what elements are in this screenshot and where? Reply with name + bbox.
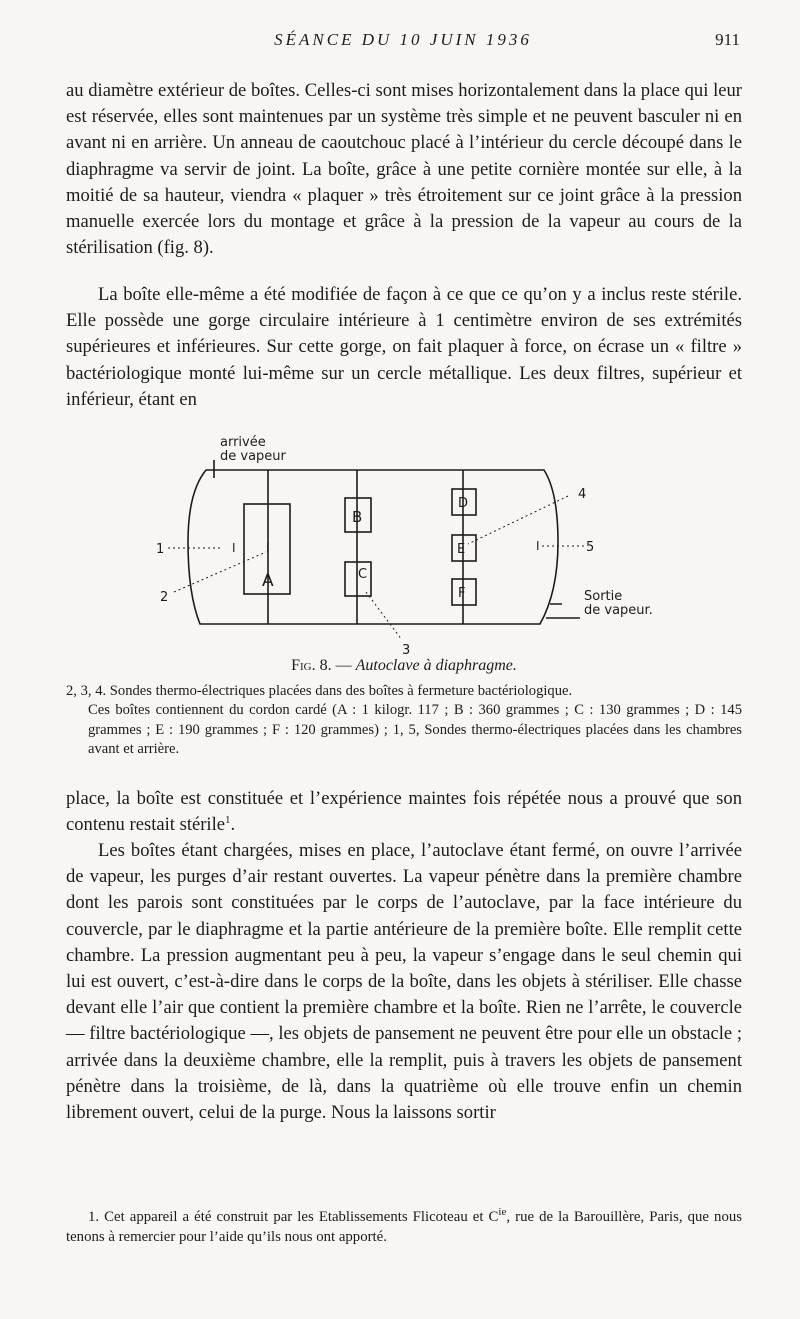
page-number: 911 xyxy=(715,30,740,49)
caption-title: Autoclave à diaphragme. xyxy=(355,657,517,674)
footnote-text-1: 1. Cet appareil a été construit par les Etablissements Flicoteau et C xyxy=(88,1209,499,1225)
running-header xyxy=(66,30,740,56)
figure-caption xyxy=(66,657,742,675)
paragraph-2: La boîte elle-même a été modifiée de façon à ce que ce qu’on y a inclus reste stérile. Elle possède une gorge circulaire intérieure à 1 centimètre environ de ses extrémités supérieures et inférieures. Sur cette gorge, on fait plaquer à force, on écrase un « filtre » bactériologique monté lui-même sur un cercle métallique. Les deux filtres, supérieur et inférieur, étant en xyxy=(66,284,742,410)
legend-line-1: 2, 3, 4. Sondes thermo-électriques placées dans des boîtes à fermeture bactériologique. xyxy=(66,683,573,699)
autoclave-diagram xyxy=(150,432,670,682)
probe-4-line xyxy=(468,496,568,544)
footnote-text-2: , rue de la Barouillère, Paris, que nous tenons à remercier pour l’aide qu’ils nous ont apporté. xyxy=(66,1209,742,1245)
running-title: SÉANCE DU 10 JUIN 1936 xyxy=(274,30,532,49)
legend-body: Ces boîtes contiennent du cordon cardé (A : 1 kilogr. 117 ; B : 360 grammes ; C : 130 grammes ; D : 145 grammes ; E : 190 grammes ; F : 120 grammes) ; 1, 5, Sondes thermo-électriques placées dans les chambres avant et arrière. xyxy=(88,702,742,758)
paragraph-4: Les boîtes étant chargées, mises en place, l’autoclave étant fermé, on ouvre l’arrivée de vapeur, les purges d’air restant ouvertes. La vapeur pénètre dans la première chambre dont les parois sont constituées par le corps de l’autoclave, par la face intérieure du couvercle, par le diaphragme et la partie antérieure de la première boîte. Elle remplit cette chambre. La pression augmentant peu à peu, la vapeur s’engage dans le seul chemin qui lui est ouvert, c’est-à-dire dans le corps de la boîte, dans les objets à stériliser. Elle chasse devant elle l’air que contient la première chambre et la boîte. Rien ne l’arrête, le couvercle — filtre bactériologique —, les objets de pansement ne peuvent être pour elle un obstacle ; arrivée dans la deuxième chambre, elle la remplit, puis à travers les objets de pansement pénètre dans la troisième, de là, dans la quatrième où elle trouve enfin un chemin librement ouvert, celui de la purge. Nous la laissons sortir xyxy=(66,840,742,1124)
sortie-label-1: Sortie xyxy=(584,589,623,604)
arrivee-label-1: arrivée xyxy=(220,435,266,450)
arrivee-label-2: de vapeur xyxy=(220,449,286,464)
box-d-label: D xyxy=(458,496,469,511)
figure-legend xyxy=(66,682,742,760)
probe-mark-1: I xyxy=(232,541,236,555)
paragraph-3-text: place, la boîte est constituée et l’expérience maintes fois répétée nous a prouvé que son contenu restait stérile xyxy=(66,788,742,836)
probe-mark-a: I xyxy=(266,541,270,555)
box-c-label: C xyxy=(358,567,368,582)
box-f-label: F xyxy=(458,586,466,601)
caption-dash: — xyxy=(331,657,356,674)
steam-outlet-pipe xyxy=(546,604,580,618)
probe-3-label: 3 xyxy=(402,643,411,658)
probe-2-label: 2 xyxy=(160,590,169,605)
footnote xyxy=(66,1207,742,1247)
footnote-ref: 1 xyxy=(225,814,231,827)
probe-4-label: 4 xyxy=(578,487,587,502)
figure-autoclave xyxy=(150,432,670,682)
paragraph-1: au diamètre extérieur de boîtes. Celles-ci sont mises horizontalement dans la place qui leur est réservée, elles sont maintenues par un système très simple et ne peuvent basculer ni en avant ni en arrière. Un anneau de caoutchouc placé à l’intérieur du cercle découpé dans le diaphragme va servir de joint. La boîte, grâce à une petite cornière montée sur elle, à la moitié de sa hauteur, viendra « plaquer » très étroitement sur ce joint grâce à la pression manuelle exercée lors du montage et grâce à la pression de la vapeur au cours de la stérilisation (fig. 8). xyxy=(66,80,742,259)
probe-5-label: 5 xyxy=(586,540,595,555)
sortie-label-2: de vapeur. xyxy=(584,603,653,618)
footnote-superscript: ie xyxy=(498,1206,507,1219)
box-b-label: B xyxy=(352,508,363,526)
caption-label: Fig. 8. xyxy=(291,657,332,674)
probe-1-label: 1 xyxy=(156,542,165,557)
box-e-label: E xyxy=(457,542,466,557)
probe-3-line xyxy=(366,592,402,640)
box-a-label: A xyxy=(262,571,274,591)
paragraph-3: place, la boîte est constituée et l’expérience maintes fois répétée nous a prouvé que son contenu restait stérile$^1$. xyxy=(66,788,742,836)
probe-mark-5: I xyxy=(536,539,540,553)
